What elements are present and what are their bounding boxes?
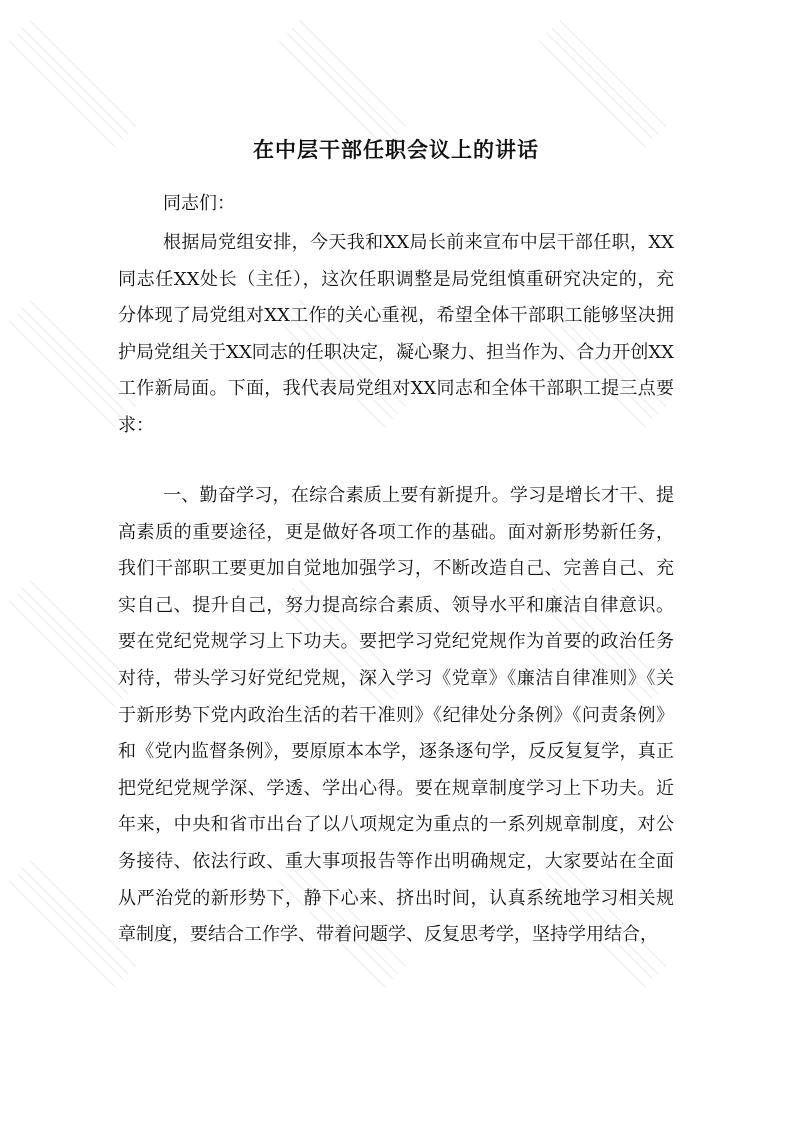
salutation: 同志们： (163, 193, 235, 214)
paragraph-1: 根据局党组安排，今天我和XX局长前来宣布中层干部任职，XX同志任XX处长（主任），这次任职调整是局党组慎重研究决定的，充分体现了局党组对XX工作的关心重视，希望全体干部职工能够坚决拥护局党组关于XX同志的任职决定，凝心聚力、担当作为、合力开创XX工作新局面。下面，我代表局党组对XX同志和全体干部职工提三点要求： (118, 232, 674, 436)
paragraph-2: 一、勤奋学习，在综合素质上要有新提升。学习是增长才干、提高素质的重要途径，更是做好各项工作的基础。面对新形势新任务，我们干部职工要更加自觉地加强学习，不断改造自己、完善自己、充实自己、提升自己，努力提高综合素质、领导水平和廉洁自律意识。要在党纪党规学习上下功夫。要把学习党纪党规作为首要的政治任务对待，带头学习好党纪党规，深入学习《党章》《廉洁自律准则》《关于新形势下党内政治生活的若干准则》《纪律处分条例》《问责条例》和《党内监督条例》，要原原本本学，逐条逐句学，反反复复学，真正把党纪党规学深、学透、学出心得。要在规章制度学习上下功夫。近年来，中央和省市出台了以八项规定为重点的一系列规章制度，对公务接待、依法行政、重大事项报告等作出明确规定，大家要站在全面从严治党的新形势下，静下心来、挤出时间，认真系统地学习相关规章制度，要结合工作学、带着问题学、反复思考学，坚持学用结合， (118, 485, 674, 946)
document-title: 在中层干部任职会议上的讲话 (253, 138, 539, 162)
